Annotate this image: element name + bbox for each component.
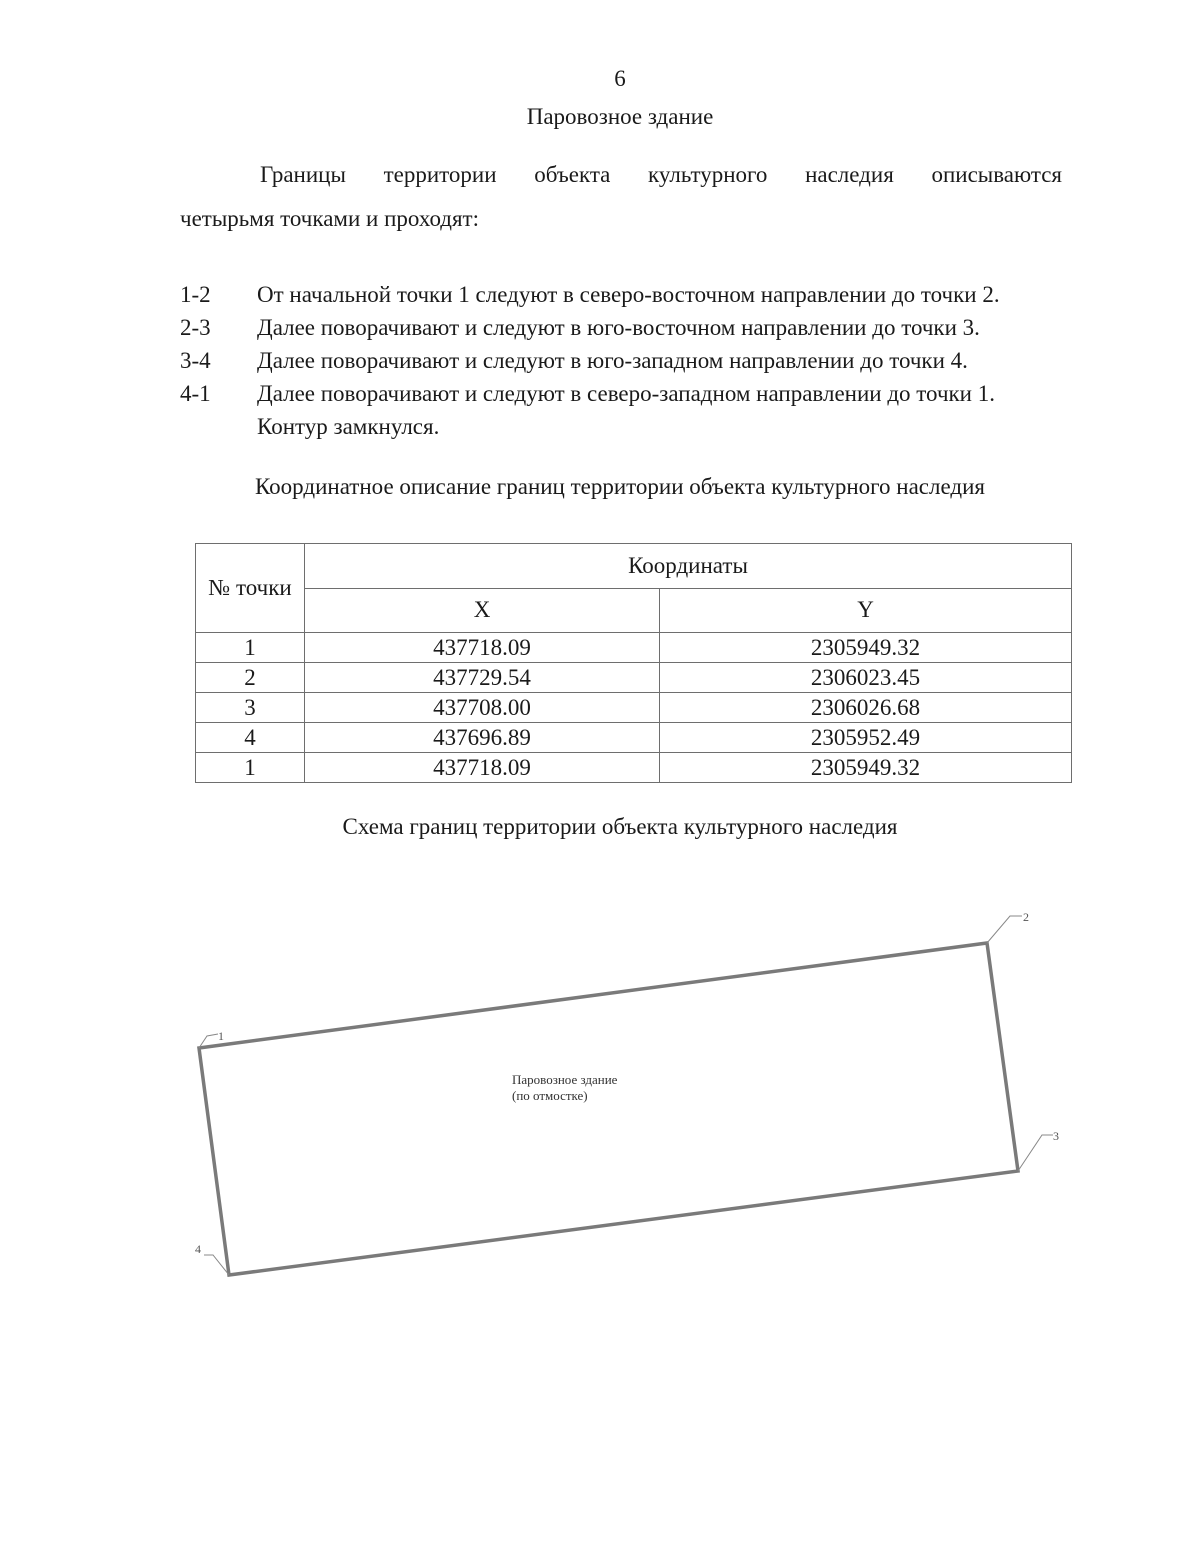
route-segment-text: Далее поворачивают и следуют в юго-западном направлении до точки 4. (257, 348, 968, 373)
table-title: Координатное описание границ территории объекта культурного наследия (254, 474, 985, 499)
point-label-2: 2 (1023, 910, 1029, 924)
intro-paragraph-line-2: четырьмя точками и проходят: (180, 206, 479, 231)
route-closing-text: Контур замкнулся. (257, 414, 440, 439)
point-label-4: 4 (195, 1242, 201, 1256)
cell-x: 437696.89 (305, 723, 660, 753)
boundary-outline (199, 943, 1018, 1275)
route-segment-text: Далее поворачивают и следуют в юго-восточном направлении до точки 3. (257, 315, 980, 340)
section-title: Паровозное здание (526, 104, 714, 129)
building-label-note: (по отмостке) (512, 1088, 588, 1103)
route-segment-id: 3-4 (180, 348, 211, 373)
route-segment-id: 1-2 (180, 282, 211, 307)
building-label (512, 1072, 617, 1104)
cell-x: 437708.00 (305, 693, 660, 723)
header-coordinates: Координаты (305, 544, 1072, 589)
page-number: 6 (614, 66, 626, 91)
building-label-name: Паровозное здание (512, 1072, 618, 1087)
header-y: Y (660, 588, 1072, 633)
leader-line-3 (1018, 1135, 1053, 1171)
point-label-1: 1 (218, 1029, 224, 1043)
header-point-number: № точки (196, 544, 305, 633)
cell-y: 2306026.68 (660, 693, 1072, 723)
route-segment-text: От начальной точки 1 следуют в северо-восточном направлении до точки 2. (257, 282, 1000, 307)
cell-point: 2 (196, 663, 305, 693)
route-segment-id: 4-1 (180, 381, 211, 406)
cell-point: 3 (196, 693, 305, 723)
cell-point: 1 (196, 633, 305, 663)
scheme-title: Схема границ территории объекта культурного наследия (342, 814, 898, 839)
cell-x: 437718.09 (305, 633, 660, 663)
route-segment-text: Далее поворачивают и следуют в северо-западном направлении до точки 1. (257, 381, 995, 406)
cell-y: 2306023.45 (660, 663, 1072, 693)
cell-y: 2305949.32 (660, 633, 1072, 663)
cell-point: 4 (196, 723, 305, 753)
cell-y: 2305949.32 (660, 753, 1072, 783)
route-segment-id: 2-3 (180, 315, 211, 340)
cell-point: 1 (196, 753, 305, 783)
header-x: X (305, 588, 660, 633)
point-label-3: 3 (1053, 1129, 1059, 1143)
cell-x: 437718.09 (305, 753, 660, 783)
leader-line-2 (987, 916, 1022, 943)
cell-y: 2305952.49 (660, 723, 1072, 753)
cell-x: 437729.54 (305, 663, 660, 693)
intro-paragraph-line-1: Границы территории объекта культурного наследия описываются (260, 162, 1062, 187)
